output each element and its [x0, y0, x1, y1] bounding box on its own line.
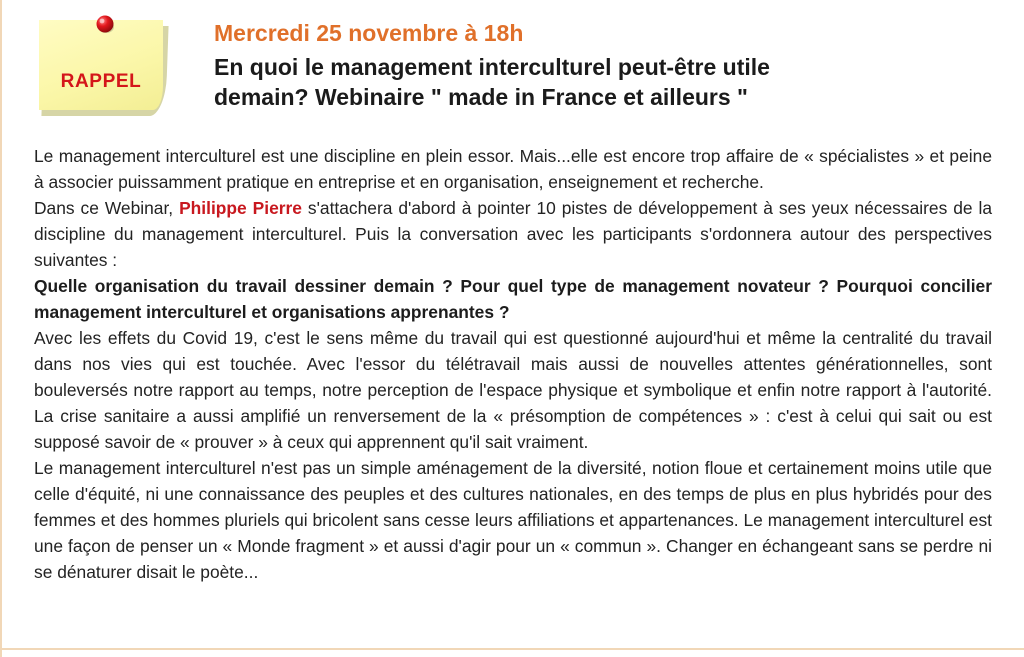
article-body: [34, 143, 992, 585]
bottom-border: [0, 648, 1024, 650]
event-title: [214, 52, 1014, 112]
reminder-label: RAPPEL: [60, 71, 142, 92]
covid-paragraph: Avec les effets du Covid 19, c'est le sens même du travail qui est questionné aujourd'hui et même la centralité du travail dans nos vies qui est touchée. Avec l'essor du télétravail mais aussi de nouvelles attentes générationnelles, sont bouleversés notre rapport au temps, notre perception de l'espace physique et symbolique et enfin notre rapport à l'autorité. La crise sanitaire a aussi amplifié un renversement de la « présomption de compétences » : c'est à celui qui sait ou est supposé savoir de « prouver » à ceux qui apprennent qu'il sait vraiment.: [34, 328, 992, 452]
event-title-line-2: demain? Webinaire " made in France et ailleurs ": [214, 84, 748, 110]
event-date: Mercredi 25 novembre à 18h: [214, 20, 524, 46]
intro-paragraph: Le management interculturel est une discipline en plein essor. Mais...elle est encore trop affaire de « spécialistes » et peine à associer puissamment pratique en entreprise et en organisation, enseignement et recherche.: [34, 146, 992, 192]
webinar-paragraph-rest: s'attachera d'abord à pointer 10 pistes de développement à ses yeux nécessaires de la discipline du management interculturel. Puis la conversation avec les participants s'ordonnera autour des perspectives suivantes :: [34, 198, 993, 270]
webinar-paragraph: [34, 195, 992, 273]
speaker-name: Philippe Pierre: [179, 198, 302, 218]
event-title-line-1: En quoi le management interculturel peut-être utile: [214, 54, 770, 80]
left-border: [0, 0, 2, 657]
webinar-paragraph-lead: Dans ce Webinar,: [34, 198, 180, 218]
reminder-sticky-note: [39, 20, 167, 115]
definition-paragraph: Le management interculturel n'est pas un simple aménagement de la diversité, notion floue et certainement moins utile que celle d'équité, ni une connaissance des peuples et des cultures nationales, en des temps de plus en plus hybridés pour des femmes et des hommes pluriels qui bricolent sans cesse leurs affiliations et appartenances. Le management interculturel est une façon de penser un « Monde fragment » et aussi d'agir pour un « commun ». Changer en échangeant sans se perdre ni se dénaturer disait le poète...: [34, 458, 992, 582]
key-questions: Quelle organisation du travail dessiner demain ? Pour quel type de management novateur ? Pourquoi concilier management interculturel et organisations apprenantes ?: [34, 276, 992, 322]
push-pin-icon: [93, 12, 117, 36]
